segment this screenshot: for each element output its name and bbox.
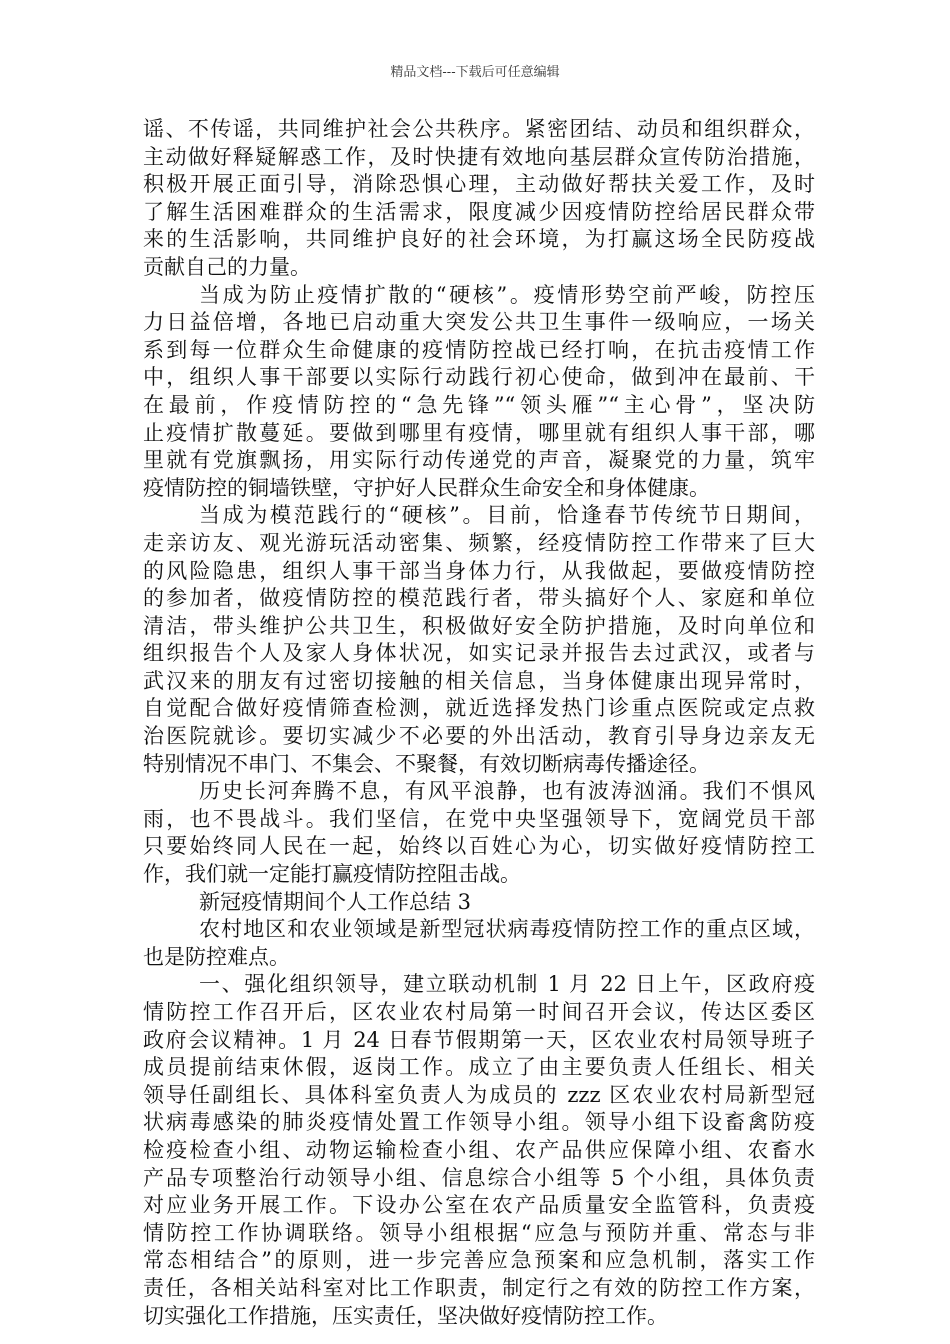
text-line: 当成为防止疫情扩散的“硬核”。疫情形势空前严峻，防控压 (199, 282, 815, 307)
text-line: 政府会议精神。1 月 24 日春节假期第一天，区农业农村局领导班子 (143, 1027, 815, 1052)
text-line: 里就有党旗飘扬，用实际行动传递党的声音，凝聚党的力量，筑牢 (143, 448, 815, 473)
text-line: 的参加者，做疫情防控的模范践行者，带头搞好个人、家庭和单位 (143, 586, 815, 611)
text-line: 力日益倍增，各地已启动重大突发公共卫生事件一级响应，一场关 (143, 310, 815, 335)
page-header: 精品文档---下载后可任意编辑 (390, 65, 560, 80)
text-line: 切实强化工作措施，压实责任，坚决做好疫情防控工作。 (143, 1303, 668, 1328)
text-line: 系到每一位群众生命健康的疫情防控战已经打响，在抗击疫情工作 (143, 337, 815, 362)
text-line: 也是防控难点。 (143, 944, 290, 969)
text-line: 疫情防控的铜墙铁壁，守护好人民群众生命安全和身体健康。 (143, 475, 710, 500)
text-line: 对应业务开展工作。下设办公室在农产品质量安全监管科，负责疫 (143, 1193, 815, 1218)
text-line: 走亲访友、观光游玩活动密集、频繁，经疫情防控工作带来了巨大 (143, 530, 815, 555)
section-heading: 新冠疫情期间个人工作总结 3 (199, 889, 472, 914)
text-line: 中，组织人事干部要以实际行动践行初心使命，做到冲在最前、干 (143, 365, 815, 390)
text-line: 历史长河奔腾不息，有风平浪静，也有波涛汹涌。我们不惧风 (199, 779, 815, 804)
text-line: 在最前，作疫情防控的“急先锋”“领头雁”“主心骨”，坚决防 (143, 392, 815, 417)
text-line: 责任，各相关站科室对比工作职责，制定行之有效的防控工作方案， (143, 1275, 815, 1300)
text-line: 常态相结合”的原则，进一步完善应急预案和应急机制，落实工作 (143, 1248, 815, 1273)
document-body (143, 116, 815, 1330)
text-line: 雨，也不畏战斗。我们坚信，在党中央坚强领导下，宽阔党员干部 (143, 806, 815, 831)
text-line: 作，我们就一定能打赢疫情防控阻击战。 (143, 862, 521, 887)
text-line: 情防控工作协调联络。领导小组根据“应急与预防并重、常态与非 (143, 1220, 815, 1245)
text-line: 止疫情扩散蔓延。要做到哪里有疫情，哪里就有组织人事干部，哪 (143, 420, 815, 445)
text-line: 武汉来的朋友有过密切接触的相关信息，当身体健康出现异常时， (143, 668, 815, 693)
text-line: 成员提前结束休假，返岗工作。成立了由主要负责人任组长、相关 (143, 1055, 815, 1080)
text-line: 主动做好释疑解惑工作，及时快捷有效地向基层群众宣传防治措施， (143, 144, 815, 169)
text-line: 特别情况不串门、不集会、不聚餐，有效切断病毒传播途径。 (143, 751, 710, 776)
text-line: 农村地区和农业领域是新型冠状病毒疫情防控工作的重点区域， (199, 917, 815, 942)
text-line: 当成为模范践行的“硬核”。目前，恰逢春节传统节日期间， (199, 503, 815, 528)
text-line: 谣、不传谣，共同维护社会公共秩序。紧密团结、动员和组织群众， (143, 117, 815, 141)
text-line: 积极开展正面引导，消除恐惧心理，主动做好帮扶关爱工作，及时 (143, 172, 815, 197)
text-line: 贡献自己的力量。 (143, 254, 311, 279)
text-line: 领导任副组长、具体科室负责人为成员的 zzz 区农业农村局新型冠 (143, 1082, 815, 1107)
text-line: 了解生活困难群众的生活需求，限度减少因疫情防控给居民群众带 (143, 199, 815, 224)
text-line: 治医院就诊。要切实减少不必要的外出活动，教育引导身边亲友无 (143, 724, 815, 749)
text-line: 组织报告个人及家人身体状况，如实记录并报告去过武汉，或者与 (143, 641, 815, 666)
text-line: 的风险隐患，组织人事干部当身体力行，从我做起，要做疫情防控 (143, 558, 815, 583)
text-line: 产品专项整治行动领导小组、信息综合小组等 5 个小组，具体负责 (143, 1165, 815, 1190)
text-line: 检疫检查小组、动物运输检查小组、农产品供应保障小组、农畜水 (143, 1137, 815, 1162)
text-line: 状病毒感染的肺炎疫情处置工作领导小组。领导小组下设畜禽防疫 (143, 1110, 815, 1135)
text-line: 情防控工作召开后，区农业农村局第一时间召开会议，传达区委区 (143, 1000, 815, 1024)
text-line: 一、强化组织领导，建立联动机制 1 月 22 日上午，区政府疫 (199, 972, 815, 997)
text-line: 来的生活影响，共同维护良好的社会环境，为打赢这场全民防疫战 (143, 227, 815, 252)
text-line: 自觉配合做好疫情筛查检测，就近选择发热门诊重点医院或定点救 (143, 696, 815, 721)
text-line: 只要始终同人民在一起，始终以百姓心为心，切实做好疫情防控工 (143, 834, 815, 859)
text-line: 清洁，带头维护公共卫生，积极做好安全防护措施，及时向单位和 (143, 613, 815, 638)
